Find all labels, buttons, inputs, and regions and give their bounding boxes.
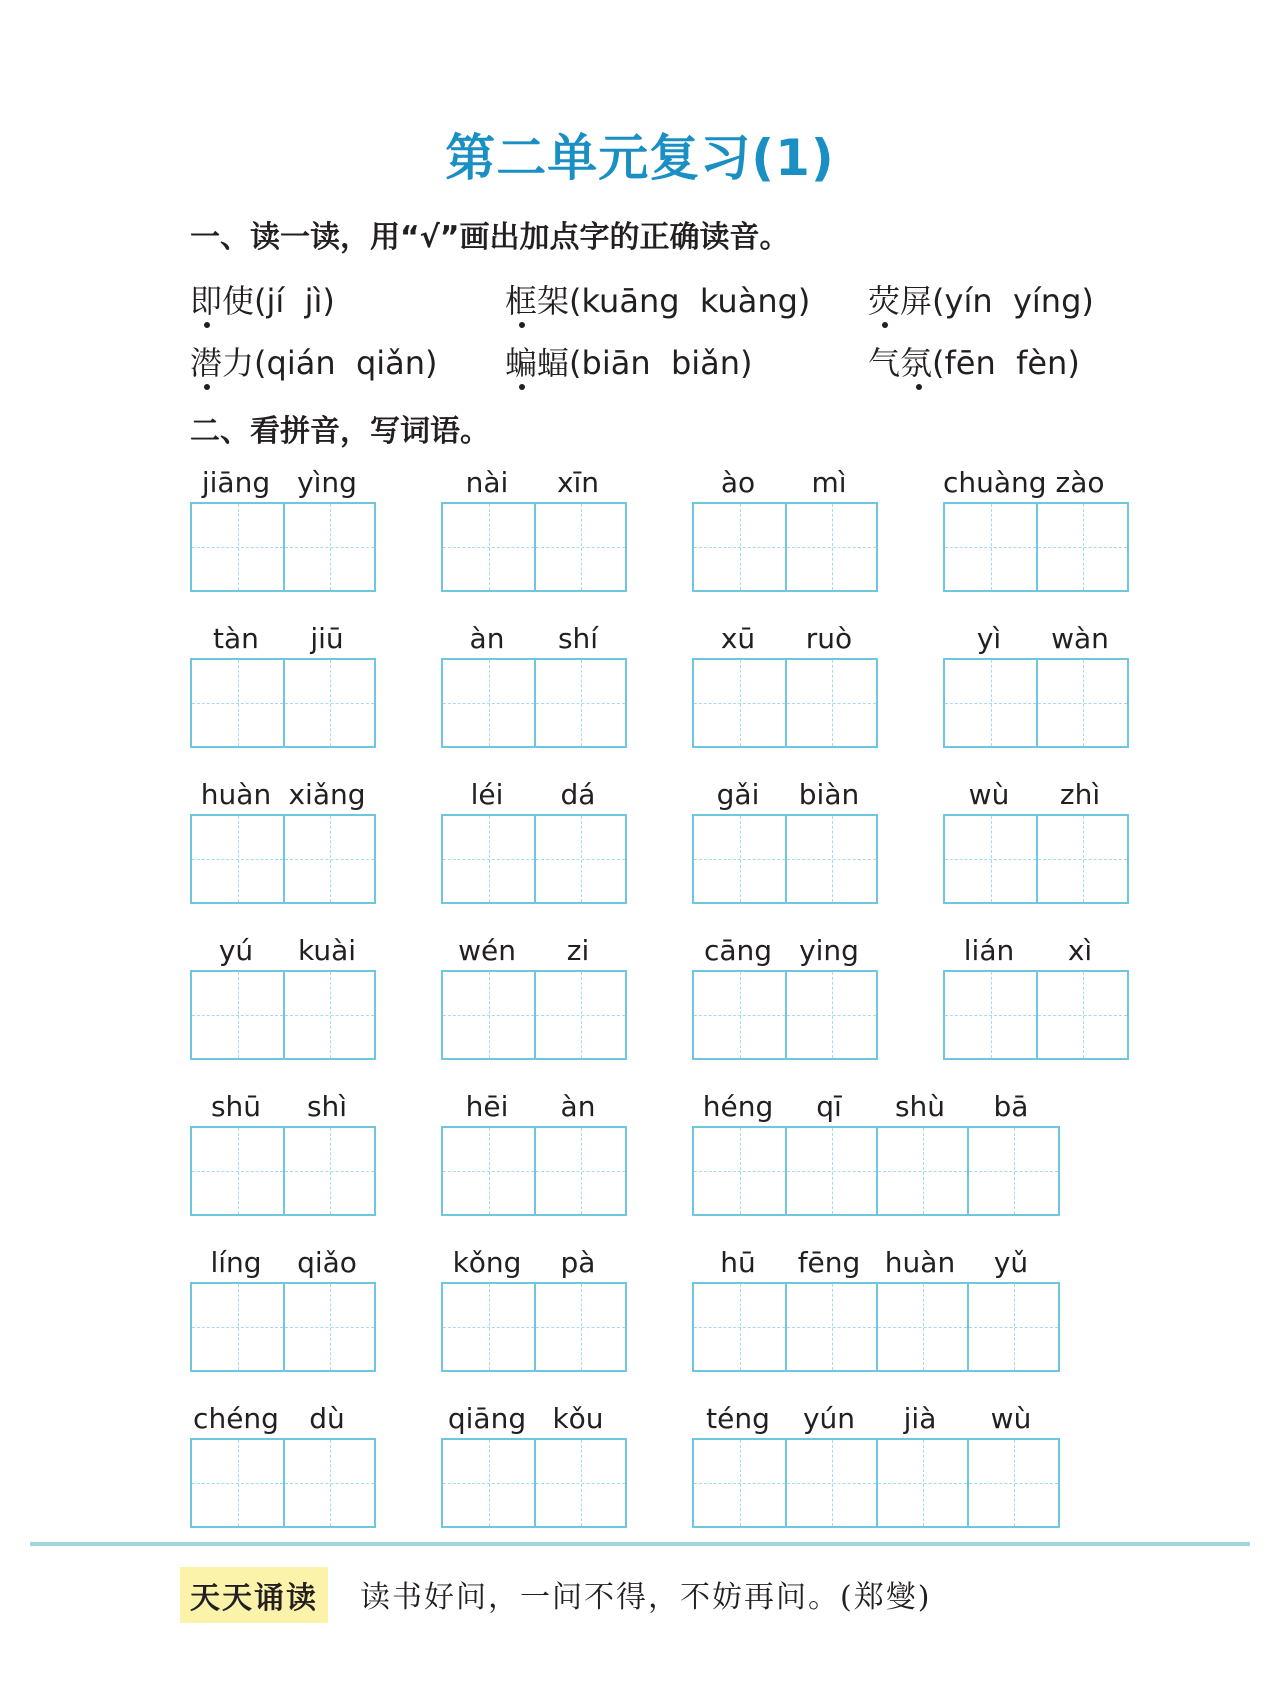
pinyin-label: wén <box>458 934 516 967</box>
q1-word: 蝙蝠 <box>505 344 570 382</box>
pinyin-label: yǔ <box>993 1246 1029 1279</box>
tianzi-grid <box>943 970 1129 1060</box>
character-box[interactable] <box>443 972 534 1058</box>
tianzi-grid <box>441 1126 627 1216</box>
pinyin-label: wù <box>968 778 1010 811</box>
pinyin-label: jià <box>903 1402 937 1435</box>
pinyin-row <box>692 466 872 502</box>
character-box[interactable] <box>192 972 283 1058</box>
pinyin-label: lián <box>963 934 1015 967</box>
character-box[interactable] <box>694 816 785 902</box>
character-box[interactable] <box>192 816 283 902</box>
emphasis-dot <box>519 384 525 390</box>
character-box[interactable] <box>283 1128 374 1214</box>
character-box[interactable] <box>945 504 1036 590</box>
tianzi-grid <box>190 1126 376 1216</box>
pinyin-label: kǒng <box>452 1246 522 1279</box>
section2-heading: 二、看拼音，写词语。 <box>190 414 490 449</box>
pinyin-label: yì <box>976 622 1002 655</box>
q1-item <box>868 338 1080 384</box>
pinyin-label: shū <box>210 1090 262 1123</box>
pinyin-label: héng <box>702 1090 774 1123</box>
pinyin-label: chéng <box>193 1402 279 1435</box>
character-box[interactable] <box>534 504 625 590</box>
character-box[interactable] <box>694 1284 785 1370</box>
character-box[interactable] <box>443 1440 534 1526</box>
divider <box>30 1542 1250 1546</box>
character-box[interactable] <box>785 972 876 1058</box>
tianzi-grid <box>190 1438 376 1528</box>
q1-options: (biān biǎn) <box>569 344 753 382</box>
pinyin-label: cāng <box>703 934 773 967</box>
pinyin-label: ào <box>720 466 756 499</box>
pinyin-row <box>190 622 370 658</box>
character-box[interactable] <box>443 816 534 902</box>
character-box[interactable] <box>1036 816 1127 902</box>
tianzi-grid <box>692 502 878 592</box>
tianzi-grid <box>692 814 878 904</box>
character-box[interactable] <box>534 816 625 902</box>
character-box[interactable] <box>876 1440 967 1526</box>
q1-word: 即使 <box>190 282 255 320</box>
pinyin-row <box>692 1402 1032 1438</box>
pinyin-label: xīn <box>556 466 600 499</box>
pinyin-label: àn <box>560 1090 596 1123</box>
pinyin-row <box>441 1246 621 1282</box>
pinyin-row <box>692 1090 1029 1126</box>
pinyin-label: yìng <box>297 466 357 499</box>
tianzi-grid <box>190 814 376 904</box>
pinyin-label: téng <box>706 1402 770 1435</box>
character-box[interactable] <box>945 660 1036 746</box>
pinyin-row <box>441 1402 621 1438</box>
character-box[interactable] <box>967 1440 1058 1526</box>
emphasis-dot <box>204 322 210 328</box>
q1-item <box>868 276 1094 322</box>
q1-word: 荧屏 <box>868 282 933 320</box>
pinyin-row <box>190 778 370 814</box>
q1-word: 框架 <box>505 282 570 320</box>
character-box[interactable] <box>785 504 876 590</box>
section1-heading: 一、读一读，用“√”画出加点字的正确读音。 <box>190 220 790 255</box>
emphasis-dot <box>519 322 525 328</box>
q1-item <box>505 338 753 384</box>
pinyin-row <box>943 466 1123 502</box>
pinyin-label: huàn <box>884 1246 956 1279</box>
pinyin-label: biàn <box>798 778 860 811</box>
character-box[interactable] <box>534 1284 625 1370</box>
character-box[interactable] <box>534 1440 625 1526</box>
tianzi-grid <box>943 658 1129 748</box>
pinyin-row <box>692 934 872 970</box>
tianzi-grid <box>441 970 627 1060</box>
character-box[interactable] <box>534 1128 625 1214</box>
pinyin-row <box>441 934 621 970</box>
pinyin-label: xū <box>720 622 756 655</box>
pinyin-label: shì <box>306 1090 348 1123</box>
character-box[interactable] <box>945 972 1036 1058</box>
character-box[interactable] <box>945 816 1036 902</box>
character-box[interactable] <box>785 816 876 902</box>
pinyin-label: gǎi <box>716 778 760 811</box>
pinyin-label: zi <box>566 934 590 967</box>
pinyin-label: kuài <box>297 934 357 967</box>
pinyin-label: chuàng <box>943 466 1047 499</box>
character-box[interactable] <box>443 660 534 746</box>
tianzi-grid <box>692 1126 1060 1216</box>
pinyin-label: xì <box>1067 934 1093 967</box>
pinyin-row <box>943 934 1123 970</box>
q1-options: (fēn fèn) <box>932 344 1080 382</box>
pinyin-label: àn <box>469 622 505 655</box>
pinyin-label: ruò <box>805 622 853 655</box>
q1-word: 气氛 <box>868 344 933 382</box>
character-box[interactable] <box>443 1128 534 1214</box>
emphasis-dot <box>204 384 210 390</box>
character-box[interactable] <box>283 504 374 590</box>
pinyin-label: pà <box>560 1246 596 1279</box>
pinyin-label: shí <box>557 622 599 655</box>
q1-options: (jí jì) <box>254 282 335 320</box>
character-box[interactable] <box>967 1128 1058 1214</box>
character-box[interactable] <box>1036 972 1127 1058</box>
tianzi-grid <box>190 970 376 1060</box>
character-box[interactable] <box>534 972 625 1058</box>
emphasis-dot <box>882 322 888 328</box>
character-box[interactable] <box>192 660 283 746</box>
pinyin-row <box>441 466 621 502</box>
character-box[interactable] <box>192 1440 283 1526</box>
tianzi-grid <box>692 1438 1060 1528</box>
pinyin-row <box>190 1246 370 1282</box>
pinyin-label: fēng <box>797 1246 861 1279</box>
character-box[interactable] <box>192 1128 283 1214</box>
tianzi-grid <box>441 814 627 904</box>
daily-reading-quote: 读书好问，一问不得，不妨再问。(郑燮) <box>360 1580 932 1615</box>
pinyin-label: tàn <box>213 622 259 655</box>
character-box[interactable] <box>694 972 785 1058</box>
character-box[interactable] <box>694 660 785 746</box>
q1-options: (yín yíng) <box>932 282 1094 320</box>
pinyin-row <box>441 1090 621 1126</box>
character-box[interactable] <box>443 1284 534 1370</box>
pinyin-row <box>943 778 1123 814</box>
pinyin-label: bā <box>993 1090 1029 1123</box>
pinyin-label: mì <box>811 466 847 499</box>
tianzi-grid <box>943 502 1129 592</box>
pinyin-row <box>190 466 370 502</box>
tianzi-grid <box>943 814 1129 904</box>
character-box[interactable] <box>283 816 374 902</box>
pinyin-label: zhì <box>1059 778 1101 811</box>
character-box[interactable] <box>283 972 374 1058</box>
pinyin-label: léi <box>470 778 504 811</box>
pinyin-row <box>692 622 872 658</box>
character-box[interactable] <box>443 504 534 590</box>
q1-item <box>190 276 335 322</box>
character-box[interactable] <box>283 1440 374 1526</box>
tianzi-grid <box>441 502 627 592</box>
tianzi-grid <box>692 658 878 748</box>
character-box[interactable] <box>1036 660 1127 746</box>
character-box[interactable] <box>1036 504 1127 590</box>
q1-options: (kuāng kuàng) <box>569 282 811 320</box>
pinyin-row <box>692 778 872 814</box>
pinyin-label: nài <box>465 466 509 499</box>
pinyin-label: dù <box>309 1402 345 1435</box>
pinyin-label: wù <box>990 1402 1032 1435</box>
tianzi-grid <box>441 658 627 748</box>
pinyin-label: líng <box>210 1246 262 1279</box>
character-box[interactable] <box>785 1284 876 1370</box>
pinyin-row <box>190 1090 370 1126</box>
character-box[interactable] <box>967 1284 1058 1370</box>
q1-item <box>505 276 810 322</box>
character-box[interactable] <box>785 660 876 746</box>
daily-reading-tag: 天天诵读 <box>180 1567 328 1623</box>
character-box[interactable] <box>785 1440 876 1526</box>
tianzi-grid <box>692 970 878 1060</box>
pinyin-label: qiǎo <box>297 1246 357 1279</box>
q1-options: (qián qiǎn) <box>254 344 438 382</box>
character-box[interactable] <box>534 660 625 746</box>
character-box[interactable] <box>876 1284 967 1370</box>
pinyin-row <box>190 1402 370 1438</box>
pinyin-label: jiū <box>310 622 344 655</box>
character-box[interactable] <box>694 1128 785 1214</box>
pinyin-label: hū <box>720 1246 756 1279</box>
pinyin-label: jiāng <box>201 466 271 499</box>
pinyin-row <box>441 778 621 814</box>
pinyin-label: shù <box>894 1090 946 1123</box>
pinyin-label: qiāng <box>447 1402 527 1435</box>
pinyin-label: kǒu <box>552 1402 604 1435</box>
character-box[interactable] <box>192 504 283 590</box>
pinyin-label: qī <box>816 1090 842 1123</box>
tianzi-grid <box>190 1282 376 1372</box>
tianzi-grid <box>190 658 376 748</box>
pinyin-label: ying <box>799 934 859 967</box>
q1-word: 潜力 <box>190 344 255 382</box>
character-box[interactable] <box>694 1440 785 1526</box>
pinyin-row <box>190 934 370 970</box>
pinyin-label: huàn <box>200 778 272 811</box>
tianzi-grid <box>441 1438 627 1528</box>
emphasis-dot <box>916 384 922 390</box>
character-box[interactable] <box>283 660 374 746</box>
character-box[interactable] <box>192 1284 283 1370</box>
pinyin-label: xiǎng <box>288 778 366 811</box>
character-box[interactable] <box>283 1284 374 1370</box>
page-title: 第二单元复习(1) <box>445 129 835 187</box>
pinyin-row <box>943 622 1123 658</box>
pinyin-row <box>441 622 621 658</box>
pinyin-label: dá <box>560 778 596 811</box>
tianzi-grid <box>441 1282 627 1372</box>
character-box[interactable] <box>785 1128 876 1214</box>
q1-item <box>190 338 438 384</box>
character-box[interactable] <box>694 504 785 590</box>
pinyin-label: wàn <box>1051 622 1109 655</box>
character-box[interactable] <box>876 1128 967 1214</box>
tianzi-grid <box>190 502 376 592</box>
tianzi-grid <box>692 1282 1060 1372</box>
pinyin-label: yú <box>218 934 254 967</box>
pinyin-label: hēi <box>465 1090 509 1123</box>
pinyin-label: zào <box>1055 466 1105 499</box>
pinyin-row <box>692 1246 1029 1282</box>
pinyin-label: yún <box>802 1402 856 1435</box>
